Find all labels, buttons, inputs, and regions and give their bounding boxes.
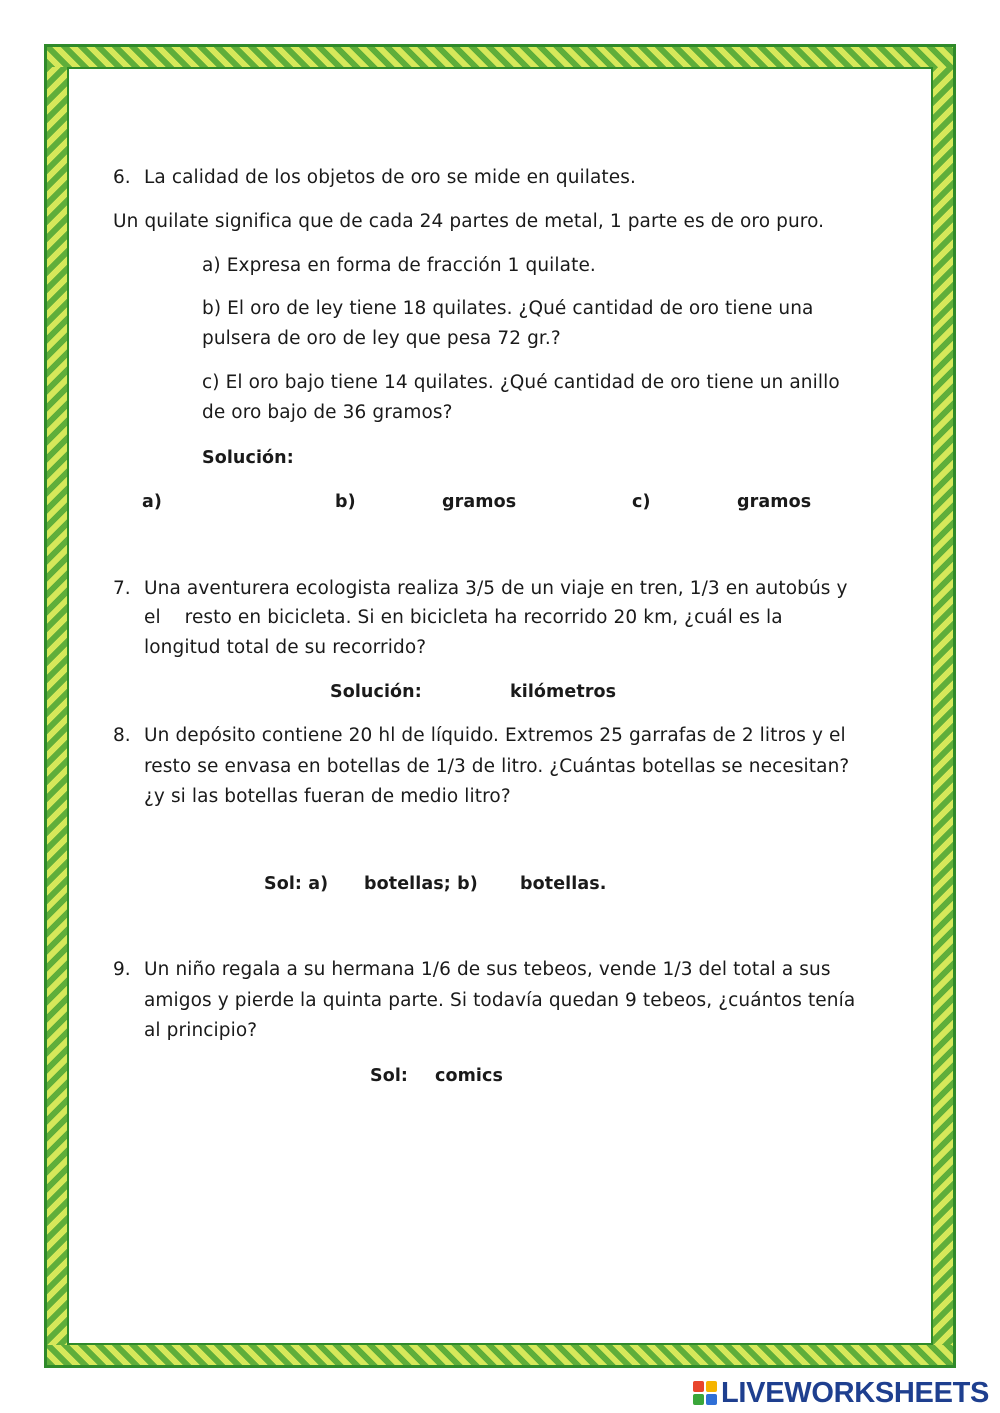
q6-answer-c-unit: gramos	[737, 492, 812, 512]
q7-answer-unit: kilómetros	[510, 682, 617, 702]
liveworksheets-logo-text: LIVEWORKSHEETS	[721, 1376, 990, 1409]
q8-answer-a-unit: botellas; b)	[364, 874, 478, 894]
liveworksheets-logo	[693, 1376, 989, 1410]
liveworksheets-logo-icon	[693, 1381, 717, 1405]
q7-line3: longitud total de su recorrido?	[144, 637, 427, 658]
q8-solution-label: Sol: a)	[264, 874, 329, 894]
q6-solution-label: Solución:	[202, 448, 294, 468]
q6-item-c-line2: de oro bajo de 36 gramos?	[202, 402, 453, 423]
q6-item-c-line1: c) El oro bajo tiene 14 quilates. ¿Qué cantidad de oro tiene un anillo	[202, 372, 840, 393]
q8-line3: ¿y si las botellas fueran de medio litro?	[144, 786, 511, 807]
q7-solution-label: Solución:	[330, 682, 422, 702]
q6-number: 6.	[113, 167, 131, 188]
q9-line1: Un niño regala a su hermana 1/6 de sus tebeos, vende 1/3 del total a sus	[144, 959, 831, 980]
q9-line2: amigos y pierde la quinta parte. Si todavía quedan 9 tebeos, ¿cuántos tenía	[144, 990, 856, 1011]
q8-line2: resto se envasa en botellas de 1/3 de litro. ¿Cuántas botellas se necesitan?	[144, 756, 850, 777]
q6-item-b-line2: pulsera de oro de ley que pesa 72 gr.?	[202, 328, 561, 349]
q7-number: 7.	[113, 578, 131, 599]
q7-line1: Una aventurera ecologista realiza 3/5 de un viaje en tren, 1/3 en autobús y	[144, 578, 848, 599]
q8-answer-b-unit: botellas.	[520, 874, 607, 894]
q8-number: 8.	[113, 725, 131, 746]
q6-answer-c-label: c)	[632, 492, 651, 512]
q6-line1: La calidad de los objetos de oro se mide en quilates.	[144, 167, 636, 188]
q9-solution-label: Sol:	[370, 1066, 409, 1086]
q6-answer-b-unit: gramos	[442, 492, 517, 512]
q9-line3: al principio?	[144, 1020, 258, 1041]
q6-item-b-line1: b) El oro de ley tiene 18 quilates. ¿Qué cantidad de oro tiene una	[202, 298, 814, 319]
q6-item-a: a) Expresa en forma de fracción 1 quilate.	[202, 255, 596, 276]
q6-answer-a-label: a)	[142, 492, 163, 512]
q6-line2: Un quilate significa que de cada 24 partes de metal, 1 parte es de oro puro.	[113, 211, 825, 232]
q6-answer-b-label: b)	[335, 492, 356, 512]
q9-answer-unit: comics	[435, 1066, 504, 1086]
q7-line2: el resto en bicicleta. Si en bicicleta ha recorrido 20 km, ¿cuál es la	[144, 607, 783, 628]
q8-line1: Un depósito contiene 20 hl de líquido. Extremos 25 garrafas de 2 litros y el	[144, 725, 846, 746]
q9-number: 9.	[113, 959, 131, 980]
decorative-border	[44, 44, 956, 1368]
